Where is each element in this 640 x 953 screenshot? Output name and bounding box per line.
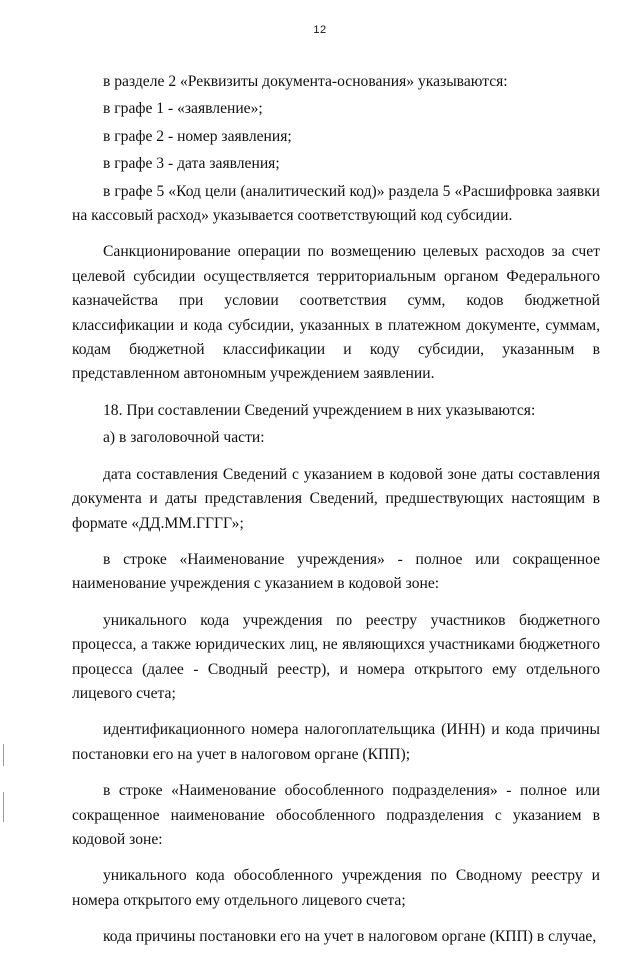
paragraph-kpp-case: кода причины постановки его на учет в налоговом органе (КПП) в случае,	[103, 928, 597, 946]
scan-edge-mark	[3, 744, 4, 766]
paragraph-column3: в графе 3 - дата заявления;	[103, 155, 280, 173]
document-body	[72, 70, 600, 953]
paragraph-authorization: Санкционирование операции по возмещению целевых расходов за счет целевой субсидии осуществляется территориальным органом Федерального казначейства при условии соответствия сумм, кодов бюджетной классификации и кода субсидии, указанных в платежном документе, суммам, кодам бюджетной классификации и коду субсидии, указанным в представленном автономным учреждением заявлении.	[72, 243, 600, 383]
paragraph-subdivision-name: в строке «Наименование обособленного подразделения» - полное или сокращенное наименование обособленного подразделения с указанием в кодовой зоне:	[72, 782, 600, 848]
paragraph-subdivision-code: уникального кода обособленного учреждения по Сводному реестру и номера открытого ему отдельного лицевого счета;	[72, 867, 600, 909]
paragraph-item-18: 18. При составлении Сведений учреждением в них указываются:	[103, 401, 536, 419]
paragraph-institution-name: в строке «Наименование учреждения» - полное или сокращенное наименование учреждения с указанием в кодовой зоне:	[72, 550, 600, 593]
scan-edge-mark	[3, 792, 4, 822]
paragraph-column2: в графе 2 - номер заявления;	[103, 127, 292, 145]
paragraph-section2-intro: в разделе 2 «Реквизиты документа-основания» указываются:	[103, 73, 508, 90]
paragraph-unique-code: уникального кода учреждения по реестру участников бюджетного процесса, а также юридических лиц, не являющихся участниками бюджетного процесса (далее - Сводный реестр), и номера открытого ему отдельного лицевого счета;	[72, 611, 600, 702]
paragraph-inn-kpp: идентификационного номера налогоплательщика (ИНН) и кода причины постановки его на учет в налоговом органе (КПП);	[72, 721, 600, 763]
paragraph-column1: в графе 1 - «заявление»;	[103, 100, 263, 118]
paragraph-item-18a: а) в заголовочной части:	[103, 429, 265, 447]
page-number: 12	[313, 24, 327, 36]
paragraph-column5: в графе 5 «Код цели (аналитический код)» раздела 5 «Расшифровка заявки на кассовый расход» указывается соответствующий код субсидии.	[72, 182, 600, 225]
paragraph-date: дата составления Сведений с указанием в кодовой зоне даты составления документа и даты представления Сведений, предшествующих настоящим в формате «ДД.ММ.ГГГГ»;	[72, 465, 600, 532]
